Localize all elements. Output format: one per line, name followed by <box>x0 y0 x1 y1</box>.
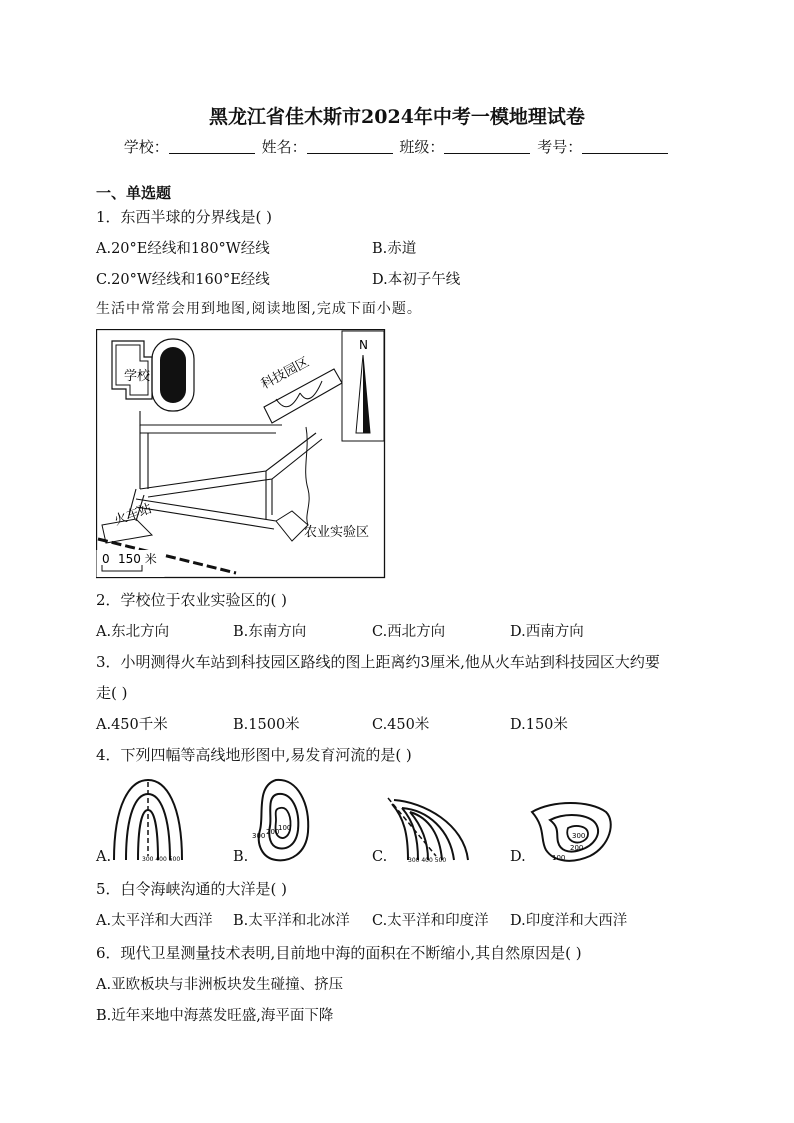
q5-option-d: D.印度洋和大西洋 <box>510 913 628 929</box>
question-4: 4．下列四幅等高线地形图中,易发育河流的是( ) <box>96 746 412 764</box>
q5-option-a: A.太平洋和大西洋 <box>96 913 213 929</box>
contour-b-mid <box>269 794 298 849</box>
section-heading: 一、单选题 <box>96 184 172 202</box>
q5-option-b: B.太平洋和北冰洋 <box>233 913 350 929</box>
q2-option-d: D.西南方向 <box>510 624 584 640</box>
question-1: 1．东西半球的分界线是( ) <box>96 208 273 226</box>
name-label: 姓名： <box>261 138 307 156</box>
q3-option-d: D.150米 <box>510 717 568 733</box>
q4-option-d: D. <box>510 849 526 865</box>
q2-option-b: B.东南方向 <box>233 624 307 640</box>
q3-option-c: C.450米 <box>372 717 430 733</box>
contour-d-label-3: 100 <box>552 854 566 862</box>
contour-map-a <box>108 774 188 866</box>
q3-option-a: A.450千米 <box>96 717 168 733</box>
scale-value: 150 米 <box>118 552 157 566</box>
q1-option-a: A.20°E经线和180°W经线 <box>96 241 270 257</box>
farm-label: 农业实验区 <box>304 525 370 540</box>
q2-option-a: A.东北方向 <box>96 624 170 640</box>
reading-intro: 生活中常常会用到地图,阅读地图,完成下面小题。 <box>96 301 422 317</box>
name-blank <box>307 139 393 154</box>
question-6: 6．现代卫星测量技术表明,目前地中海的面积在不断缩小,其自然原因是( ) <box>96 944 582 962</box>
school-label: 学校： <box>123 138 169 156</box>
ridge-line-c <box>388 798 436 856</box>
tech-park-label: 科技园区 <box>258 354 312 393</box>
school-blank <box>169 139 255 154</box>
contour-b-label-3: 200 <box>266 828 280 836</box>
contour-b-label-1: 100 <box>278 824 292 832</box>
contour-map-d <box>526 798 614 866</box>
question-3-line-2: 走( ) <box>96 684 128 702</box>
north-label: N <box>359 338 368 352</box>
q4-option-b: B. <box>233 849 249 865</box>
q2-option-c: C.西北方向 <box>372 624 446 640</box>
school-label: 学校 <box>124 369 151 384</box>
contour-a-labels: 300 400 500 <box>142 856 181 863</box>
scale-zero: 0 <box>102 552 110 566</box>
number-label: 考号： <box>537 138 583 156</box>
q6-option-a: A.亚欧板块与非洲板块发生碰撞、挤压 <box>96 977 344 993</box>
contour-b-label-2: 300 <box>252 832 266 840</box>
number-blank <box>582 139 668 154</box>
q1-option-d: D.本初子午线 <box>372 272 461 288</box>
question-5: 5．白令海峡沟通的大洋是( ) <box>96 880 288 898</box>
contour-d-label-2: 200 <box>570 844 584 852</box>
contour-c-labels: 300 400 500 <box>408 857 447 864</box>
running-track <box>160 347 186 403</box>
student-info-line <box>0 136 794 157</box>
class-blank <box>444 139 530 154</box>
q4-option-a: A. <box>96 849 112 865</box>
q5-option-c: C.太平洋和印度洋 <box>372 913 489 929</box>
q1-option-b: B.赤道 <box>372 241 417 257</box>
station-label: 火车站 <box>112 501 155 529</box>
campus-map <box>96 329 386 579</box>
contour-map-c <box>384 794 474 866</box>
contour-d-label-1: 300 <box>572 832 586 840</box>
q1-option-c: C.20°W经线和160°E经线 <box>96 272 270 288</box>
page-title: 黑龙江省佳木斯市2024年中考一模地理试卷 <box>209 106 585 128</box>
q6-option-b: B.近年来地中海蒸发旺盛,海平面下降 <box>96 1008 334 1024</box>
q4-option-c: C. <box>372 849 388 865</box>
contour-map-b <box>246 774 326 866</box>
class-label: 班级： <box>399 138 445 156</box>
q3-option-b: B.1500米 <box>233 717 300 733</box>
question-2: 2．学校位于农业实验区的( ) <box>96 591 288 609</box>
question-3-line-1: 3．小明测得火车站到科技园区路线的图上距离约3厘米,他从火车站到科技园区大约要 <box>96 653 660 671</box>
